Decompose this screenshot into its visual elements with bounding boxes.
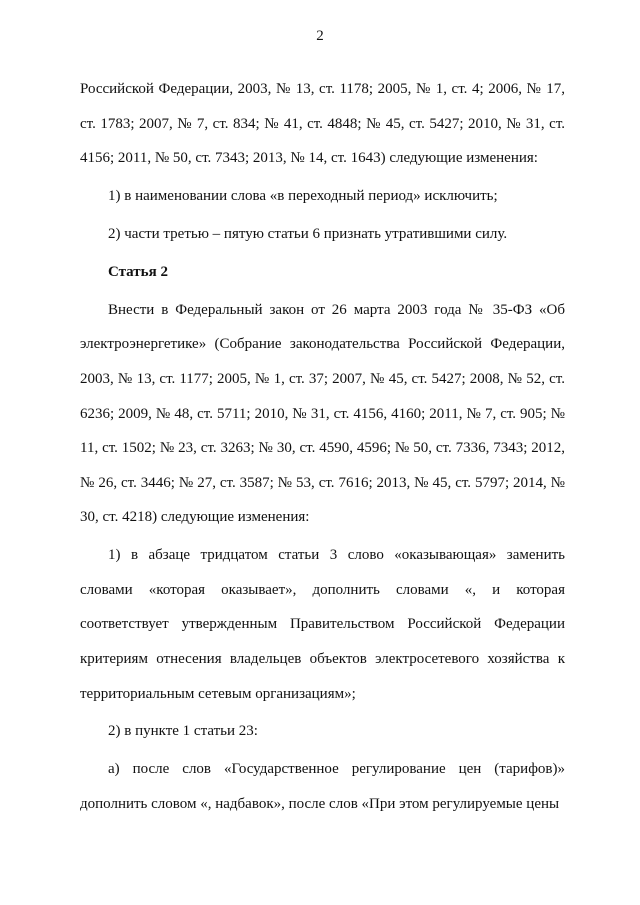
paragraph-amendment-1: 1) в абзаце тридцатом статьи 3 слово «оказывающая» заменить словами «которая оказывает», дополнить словами «, и которая соответствует утвержденным Правительством Российской Федерации критериям отнесения владельцев объектов электросетевого хозяйства к территориальным сетевым организациям»; xyxy=(80,547,565,702)
paragraph-amendment-2a: а) после слов «Государственное регулирование цен (тарифов)» дополнить словом «, надбавок», после слов «При этом регулируемые цены xyxy=(80,761,565,812)
paragraph-continuation: Российской Федерации, 2003, № 13, ст. 1178; 2005, № 1, ст. 4; 2006, № 17, ст. 1783; 2007, № 7, ст. 834; № 41, ст. 4848; № 45, ст. 5427; 2010, № 31, ст. 4156; 2011, № 50, ст. 7343; 2013, № 14, ст. 1643) следующие изменения: xyxy=(80,81,565,167)
document-body xyxy=(80,72,565,825)
paragraph-item-1: 1) в наименовании слова «в переходный период» исключить; xyxy=(108,188,498,205)
paragraph-amendment-intro: Внести в Федеральный закон от 26 марта 2003 года № 35-ФЗ «Об электроэнергетике» (Собрание законодательства Российской Федерации, 2003, № 13, ст. 1177; 2005, № 1, ст. 37; 2007, № 45, ст. 5427; 2008, № 52, ст. 6236; 2009, № 48, ст. 5711; 2010, № 31, ст. 4156, 4160; 2011, № 7, ст. 905; № 11, ст. 1502; № 23, ст. 3263; № 30, ст. 4590, 4596; № 50, ст. 7336, 7343; 2012, № 26, ст. 3446; № 27, ст. 3587; № 53, ст. 7616; 2013, № 45, ст. 5797; 2014, № 30, ст. 4218) следующие изменения: xyxy=(80,301,565,526)
paragraph-amendment-2: 2) в пункте 1 статьи 23: xyxy=(108,723,258,740)
article-heading: Статья 2 xyxy=(108,263,168,280)
page-number: 2 xyxy=(316,28,324,44)
paragraph-item-2: 2) части третью – пятую статьи 6 признать утратившими силу. xyxy=(108,225,508,242)
